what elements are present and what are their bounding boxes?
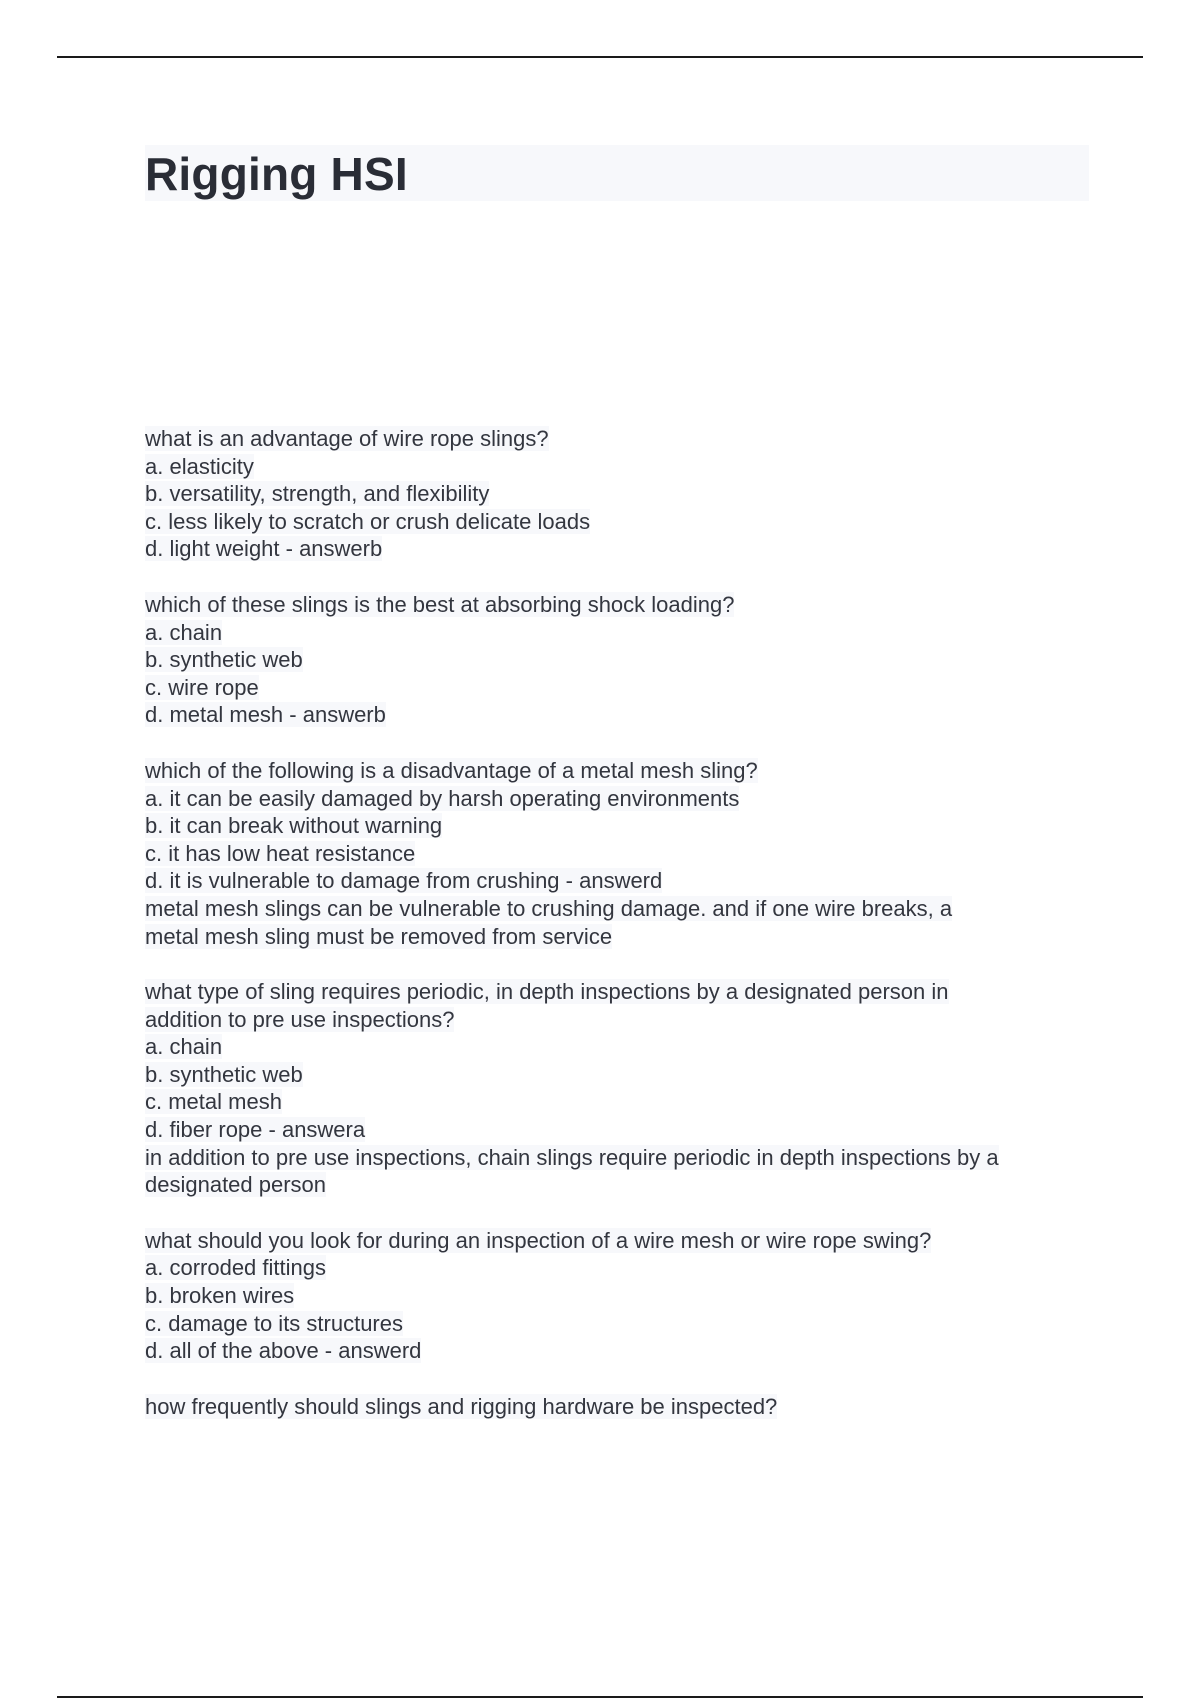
explanation-line: designated person [145,1172,327,1198]
option-line: b. synthetic web [145,1061,303,1087]
question-block [145,1227,1089,1365]
question-line: what should you look for during an inspection of a wire mesh or wire rope swing? [145,1227,932,1253]
option-line: d. fiber rope - answera [145,1117,366,1143]
option-line: b. it can break without warning [145,813,443,839]
option-line: c. metal mesh [145,1089,282,1115]
option-line: c. less likely to scratch or crush delicate loads [145,508,591,534]
option-line: c. wire rope [145,674,259,700]
option-line: d. metal mesh - answerb [145,702,386,728]
option-line: d. all of the above - answerd [145,1338,422,1364]
question-block [145,591,1089,729]
question-line: which of the following is a disadvantage of a metal mesh sling? [145,757,758,783]
option-line: a. elasticity [145,453,254,479]
explanation-line: in addition to pre use inspections, chain slings require periodic in depth inspections by a [145,1144,999,1170]
top-rule [57,56,1143,58]
explanation-line: metal mesh sling must be removed from service [145,923,613,949]
explanation-line: metal mesh slings can be vulnerable to crushing damage. and if one wire breaks, a [145,895,953,921]
option-line: c. it has low heat resistance [145,840,416,866]
option-line: b. synthetic web [145,647,303,673]
option-line: c. damage to its structures [145,1310,403,1336]
option-line: b. broken wires [145,1283,295,1309]
question-block [145,978,1089,1199]
option-line: a. chain [145,619,223,645]
option-line: b. versatility, strength, and flexibility [145,481,490,507]
option-line: a. chain [145,1034,223,1060]
question-line: what type of sling requires periodic, in depth inspections by a designated person in [145,979,949,1005]
option-line: a. it can be easily damaged by harsh operating environments [145,785,740,811]
page-title: Rigging HSI [145,148,408,200]
question-line: how frequently should slings and rigging hardware be inspected? [145,1393,778,1419]
question-list [145,425,1089,1448]
option-line: d. light weight - answerb [145,536,383,562]
option-line: d. it is vulnerable to damage from crushing - answerd [145,868,663,894]
question-line: which of these slings is the best at absorbing shock loading? [145,591,735,617]
option-line: a. corroded fittings [145,1255,326,1281]
question-block [145,1393,1089,1421]
question-block [145,757,1089,950]
question-line: what is an advantage of wire rope slings? [145,426,549,451]
question-block [145,425,1089,563]
question-line: addition to pre use inspections? [145,1006,455,1032]
bottom-rule [57,1696,1143,1698]
